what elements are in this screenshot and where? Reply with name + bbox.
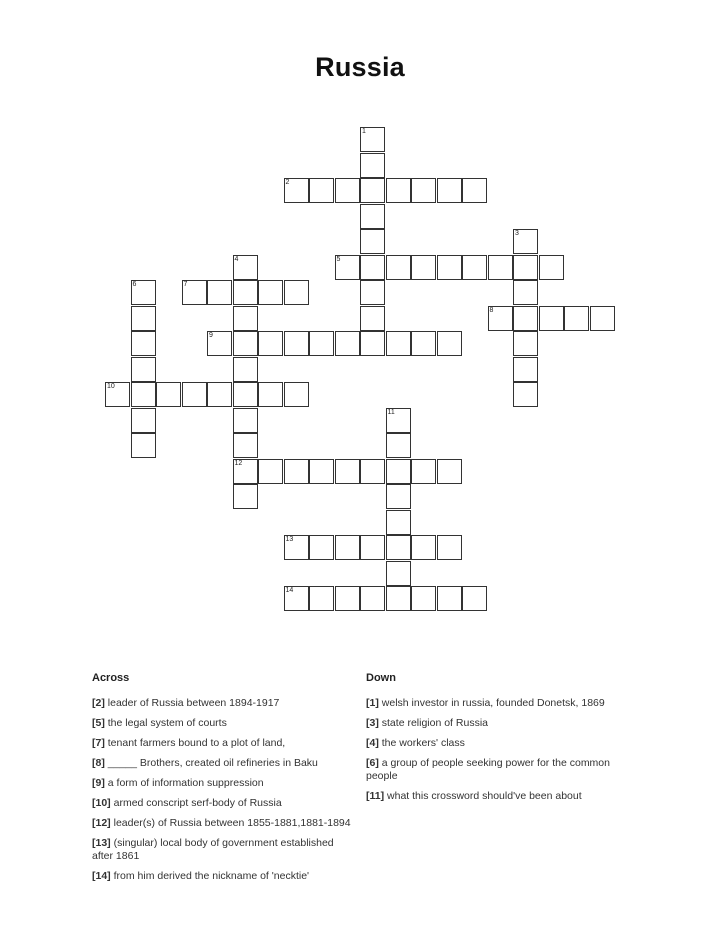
across-clues (92, 672, 352, 890)
crossword-cell[interactable] (105, 382, 130, 407)
crossword-cell[interactable] (258, 459, 283, 484)
clue-item-text: a group of people seeking power for the common people (366, 757, 610, 782)
crossword-cell[interactable] (131, 331, 156, 356)
crossword-cell[interactable] (233, 382, 258, 407)
clue-item (92, 717, 352, 730)
crossword-cell[interactable] (437, 535, 462, 560)
crossword-cell[interactable] (462, 255, 487, 280)
clue-number: 4 (234, 255, 239, 263)
crossword-cell[interactable] (309, 586, 334, 611)
clue-item (366, 717, 621, 730)
crossword-cell[interactable] (386, 408, 411, 433)
clue-number: 10 (107, 383, 115, 390)
crossword-cell[interactable] (360, 153, 385, 178)
crossword-cell[interactable] (360, 204, 385, 229)
clue-number: 6 (132, 281, 137, 288)
crossword-cell[interactable] (488, 306, 513, 331)
clue-item-text: tenant farmers bound to a plot of land, (107, 737, 286, 749)
crossword-cell[interactable] (488, 255, 513, 280)
clue-item (366, 697, 621, 710)
clue-item-number: [1] (366, 697, 379, 709)
crossword-cell[interactable] (386, 586, 411, 611)
crossword-cell[interactable] (513, 357, 538, 382)
crossword-cell[interactable] (360, 255, 385, 280)
clue-number: 2 (285, 179, 290, 186)
crossword-cell[interactable] (386, 510, 411, 535)
down-clues (366, 672, 621, 810)
crossword-cell[interactable] (386, 331, 411, 356)
crossword-cell[interactable] (309, 331, 334, 356)
crossword-cell[interactable] (513, 229, 538, 254)
crossword-cell[interactable] (513, 306, 538, 331)
crossword-cell[interactable] (182, 280, 207, 305)
clue-item-text: leader(s) of Russia between 1855-1881,1881-1894 (113, 817, 351, 829)
crossword-cell[interactable] (233, 433, 258, 458)
crossword-cell[interactable] (590, 306, 615, 331)
crossword-cell[interactable] (360, 535, 385, 560)
clue-item (366, 757, 621, 783)
crossword-cell[interactable] (182, 382, 207, 407)
crossword-cell[interactable] (386, 433, 411, 458)
across-heading: Across (92, 672, 130, 684)
crossword-cell[interactable] (386, 561, 411, 586)
crossword-cell[interactable] (233, 408, 258, 433)
crossword-cell[interactable] (335, 331, 360, 356)
crossword-cell[interactable] (437, 178, 462, 203)
crossword-cell[interactable] (233, 331, 258, 356)
crossword-cell[interactable] (386, 484, 411, 509)
crossword-cell[interactable] (309, 178, 334, 203)
crossword-cell[interactable] (284, 178, 309, 203)
crossword-cell[interactable] (437, 331, 462, 356)
clue-item-number: [6] (366, 757, 379, 769)
clue-number: 12 (234, 459, 243, 467)
clue-item-number: [9] (92, 777, 105, 789)
clue-item (92, 870, 352, 883)
crossword-cell[interactable] (411, 459, 436, 484)
clue-item-text: the legal system of courts (107, 717, 227, 729)
clue-number: 8 (489, 306, 494, 314)
clue-item (92, 757, 352, 770)
crossword-cell[interactable] (131, 306, 156, 331)
crossword-cell[interactable] (539, 306, 564, 331)
clue-item-text: (singular) local body of government established after 1861 (92, 837, 334, 862)
crossword-cell[interactable] (233, 280, 258, 305)
clue-item-number: [5] (92, 717, 105, 729)
clue-number: 14 (285, 587, 294, 594)
crossword-cell[interactable] (233, 357, 258, 382)
clue-item-text: the workers' class (381, 737, 465, 749)
clue-item-number: [10] (92, 797, 111, 809)
crossword-cell[interactable] (309, 535, 334, 560)
page-title: Russia (315, 52, 405, 82)
crossword-cell[interactable] (284, 280, 309, 305)
clue-item-number: [14] (92, 870, 111, 882)
clue-item (366, 737, 621, 750)
crossword-cell[interactable] (233, 255, 258, 280)
across-clue-list (92, 697, 352, 883)
crossword-cell[interactable] (284, 586, 309, 611)
clue-item-number: [3] (366, 717, 379, 729)
crossword-cell[interactable] (411, 331, 436, 356)
clue-item (92, 837, 352, 863)
crossword-cell[interactable] (131, 357, 156, 382)
clue-item-number: [11] (366, 790, 385, 802)
clue-item (92, 797, 352, 810)
crossword-cell[interactable] (386, 255, 411, 280)
crossword-cell[interactable] (258, 331, 283, 356)
clue-item-text: from him derived the nickname of 'necktie' (113, 870, 310, 882)
crossword-cell[interactable] (411, 535, 436, 560)
crossword-cell[interactable] (513, 255, 538, 280)
crossword-cell[interactable] (207, 280, 232, 305)
crossword-cell[interactable] (411, 178, 436, 203)
clue-item-number: [4] (366, 737, 379, 749)
crossword-cell[interactable] (309, 459, 334, 484)
crossword-cell[interactable] (462, 178, 487, 203)
clue-item-text: a form of information suppression (107, 777, 264, 789)
clue-number: 13 (285, 536, 294, 543)
crossword-cell[interactable] (156, 382, 181, 407)
clue-item-text: what this crossword should've been about (387, 790, 582, 802)
crossword-cell[interactable] (513, 280, 538, 305)
clue-item (92, 817, 352, 830)
crossword-cell[interactable] (131, 433, 156, 458)
crossword-cell[interactable] (335, 586, 360, 611)
crossword-cell[interactable] (233, 306, 258, 331)
crossword-cell[interactable] (411, 255, 436, 280)
crossword-cell[interactable] (335, 535, 360, 560)
crossword-cell[interactable] (437, 586, 462, 611)
crossword-cell[interactable] (207, 331, 232, 356)
crossword-cell[interactable] (360, 127, 385, 152)
clue-number: 11 (387, 408, 395, 416)
crossword-cell[interactable] (207, 382, 232, 407)
clue-item (92, 697, 352, 710)
crossword-cell[interactable] (564, 306, 589, 331)
crossword-cell[interactable] (284, 459, 309, 484)
crossword-cell[interactable] (335, 459, 360, 484)
clue-number: 9 (209, 332, 213, 339)
clue-item-number: [7] (92, 737, 105, 749)
clue-item-text: armed conscript serf-body of Russia (113, 797, 282, 809)
crossword-cell[interactable] (284, 535, 309, 560)
crossword-cell[interactable] (131, 408, 156, 433)
clue-item-number: [12] (92, 817, 111, 829)
clue-item-text: state religion of Russia (381, 717, 488, 729)
crossword-cell[interactable] (258, 382, 283, 407)
crossword-cell[interactable] (386, 459, 411, 484)
crossword-cell[interactable] (360, 331, 385, 356)
crossword-cell[interactable] (386, 535, 411, 560)
crossword-cell[interactable] (258, 280, 283, 305)
crossword-cell[interactable] (386, 178, 411, 203)
crossword-cell[interactable] (513, 382, 538, 407)
crossword-cell[interactable] (437, 459, 462, 484)
clue-item (366, 790, 621, 803)
clue-item-text: welsh investor in russia, founded Donetsk, 1869 (381, 697, 605, 709)
clue-item (92, 777, 352, 790)
crossword-cell[interactable] (131, 280, 156, 305)
crossword-cell[interactable] (360, 306, 385, 331)
crossword-cell[interactable] (360, 229, 385, 254)
down-clue-list (366, 697, 621, 803)
crossword-cell[interactable] (462, 586, 487, 611)
clue-item-number: [2] (92, 697, 105, 709)
crossword-cell[interactable] (233, 459, 258, 484)
crossword-cell[interactable] (513, 331, 538, 356)
clue-item-text: _____ Brothers, created oil refineries in Baku (107, 757, 318, 769)
clue-item-text: leader of Russia between 1894-1917 (107, 697, 280, 709)
crossword-cell[interactable] (411, 586, 436, 611)
crossword-cell[interactable] (437, 255, 462, 280)
clue-item (92, 737, 352, 750)
clue-number: 7 (183, 281, 188, 288)
crossword-cell[interactable] (131, 382, 156, 407)
crossword-cell[interactable] (284, 382, 309, 407)
clue-number: 5 (336, 255, 341, 263)
crossword-cell[interactable] (284, 331, 309, 356)
crossword-cell[interactable] (360, 178, 385, 203)
clue-number: 3 (515, 230, 519, 237)
crossword-cell[interactable] (335, 178, 360, 203)
clue-number: 1 (362, 128, 366, 135)
crossword-cell[interactable] (360, 586, 385, 611)
crossword-cell[interactable] (539, 255, 564, 280)
clue-item-number: [13] (92, 837, 111, 849)
crossword-cell[interactable] (360, 459, 385, 484)
crossword-cell[interactable] (335, 255, 360, 280)
clue-item-number: [8] (92, 757, 105, 769)
down-heading: Down (366, 672, 396, 684)
crossword-cell[interactable] (233, 484, 258, 509)
crossword-cell[interactable] (360, 280, 385, 305)
